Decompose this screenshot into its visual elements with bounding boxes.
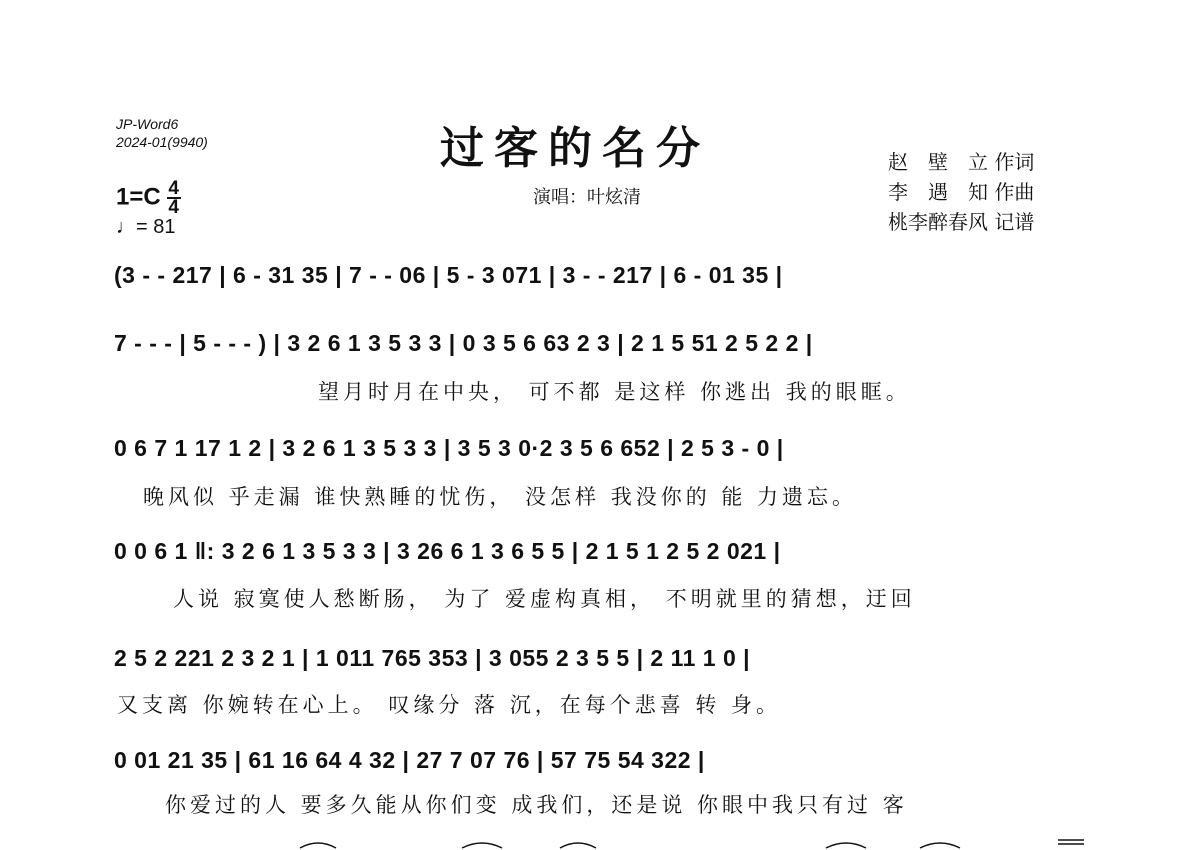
cropped-next-line xyxy=(0,836,1200,850)
tie-arc xyxy=(826,843,866,848)
time-signature xyxy=(167,180,181,216)
quarter-note-icon: ♩ xyxy=(116,216,136,238)
singer-label: 演唱：叶炫清 xyxy=(533,187,641,208)
lyrics-line-2: 望月时月在中央， 可不都 是这样 你逃出 我的眼眶。 xyxy=(318,380,911,404)
transcriber-credit: 桃李醉春风 记谱 xyxy=(888,210,1035,234)
notation-line-4: 0 0 6 1 ‖: 3 2 6 1 3 5 3 3 | 3 26 6 1 3 6 5 5 | 2 1 5 1 2 5 2 021 | xyxy=(114,538,781,564)
notation-line-1: (3 - - 217 | 6 - 31 35 | 7 - - 06 | 5 - 3 071 | 3 - - 217 | 6 - 01 35 | xyxy=(114,262,783,288)
notation-line-2: 7 - - - | 5 - - - ) | 3 2 6 1 3 5 3 3 | 0 3 5 6 63 2 3 | 2 1 5 51 2 5 2 2 | xyxy=(114,330,813,356)
key-text: 1=C xyxy=(116,183,161,211)
lyricist-credit: 赵 壁 立 作词 xyxy=(888,150,1035,174)
lyrics-line-5: 又支离 你婉转在心上。 叹缘分 落 沉，在每个悲喜 转 身。 xyxy=(117,693,782,717)
key-signature xyxy=(116,180,181,216)
lyrics-line-4: 人说 寂寞使人愁断肠， 为了 爱虚构真相， 不明就里的猜想，迂回 xyxy=(173,587,916,611)
version-label: 2024-01(9940) xyxy=(116,134,208,150)
tempo-marking xyxy=(116,216,175,239)
tie-arc xyxy=(920,843,960,848)
composer-credit: 李 遇 知 作曲 xyxy=(888,180,1035,204)
lyrics-line-6: 你爱过的人 要多久能从你们变 成我们，还是说 你眼中我只有过 客 xyxy=(165,793,908,817)
song-title: 过客的名分 xyxy=(440,123,710,174)
notation-line-6: 0 01 21 35 | 61 16 64 4 32 | 27 7 07 76 | 57 75 54 322 | xyxy=(114,747,705,773)
time-bottom: 4 xyxy=(168,197,179,218)
lyrics-line-3: 晚风似 乎走漏 谁快熟睡的忧伤， 没怎样 我没你的 能 力遗忘。 xyxy=(143,485,858,509)
notation-line-3: 0 6 7 1 17 1 2 | 3 2 6 1 3 5 3 3 | 3 5 3 0·2 3 5 6 652 | 2 5 3 - 0 | xyxy=(114,435,784,461)
tie-arc xyxy=(560,843,596,848)
tie-arc xyxy=(300,843,336,848)
tempo-value: = 81 xyxy=(136,216,176,238)
tie-arc xyxy=(462,843,502,848)
software-label: JP-Word6 xyxy=(116,116,179,132)
notation-line-5: 2 5 2 221 2 3 2 1 | 1 011 765 353 | 3 055 2 3 5 5 | 2 11 1 0 | xyxy=(114,645,751,671)
time-top: 4 xyxy=(168,178,179,199)
